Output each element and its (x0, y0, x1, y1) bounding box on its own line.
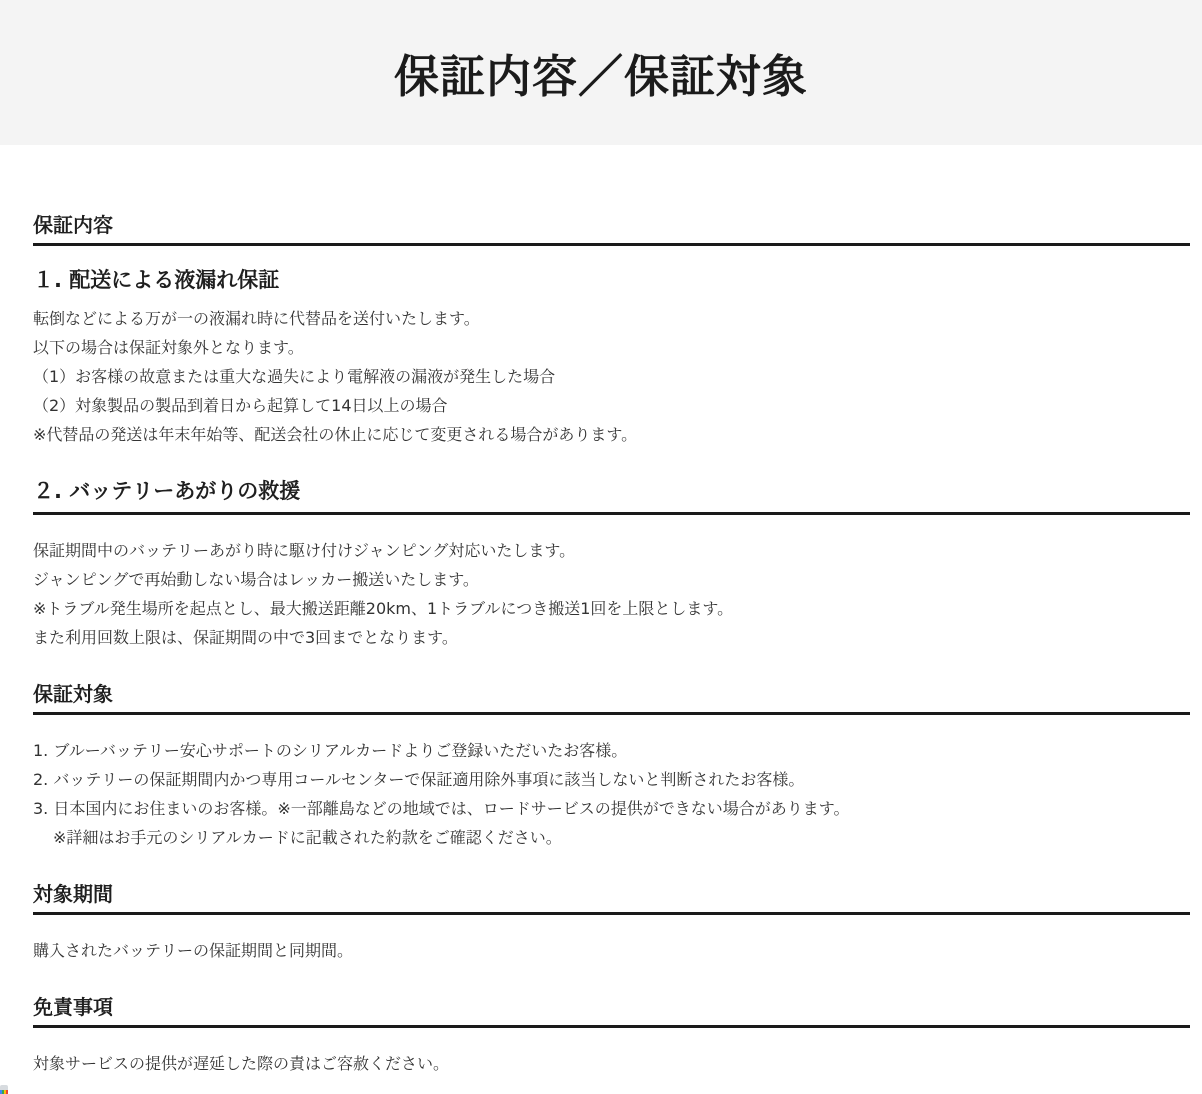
list-item: 1. ブルーバッテリー安心サポートのシリアルカードよりご登録いただいたお客様。 (33, 740, 628, 760)
section-heading-target-period: 対象期間 (33, 880, 1190, 915)
section-heading-warranty-target: 保証対象 (33, 680, 1190, 715)
body-line: （2）対象製品の製品到着日から起算して14日以上の場合 (33, 396, 448, 416)
body-line: 転倒などによる万が一の液漏れ時に代替品を送付いたします。 (33, 309, 480, 329)
body-line: ※代替品の発送は年末年始等、配送会社の休止に応じて変更される場合があります。 (33, 425, 638, 445)
body-line: （1）お客様の故意または重大な過失により電解液の漏液が発生した場合 (33, 367, 556, 387)
section-warranty-content (33, 211, 1190, 652)
jumpstart-rescue-body (33, 536, 1190, 652)
section-target-period (33, 880, 1190, 965)
body-line: 保証期間中のバッテリーあがり時に駆け付けジャンピング対応いたします。 (33, 540, 576, 560)
target-period-body (33, 936, 1190, 965)
body-line: また利用回数上限は、保証期間の中で3回までとなります。 (33, 627, 458, 647)
fragment-blob (0, 1085, 8, 1090)
main-content (0, 145, 1202, 1078)
section-heading-disclaimer: 免責事項 (33, 993, 1190, 1028)
fragment-color-red (6, 1090, 8, 1094)
body-line: ジャンピングで再始動しない場合はレッカー搬送いたします。 (33, 569, 479, 589)
leak-warranty-body (33, 304, 1190, 449)
disclaimer-body (33, 1049, 1190, 1078)
clipped-image-fragment (0, 1085, 10, 1094)
body-line: ※トラブル発生場所を起点とし、最大搬送距離20km、1トラブルにつき搬送1回を上限とします。 (33, 598, 734, 618)
section-disclaimer (33, 993, 1190, 1078)
list-item: 2. バッテリーの保証期間内かつ専用コールセンターで保証適用除外事項に該当しないと判断されたお客様。 (33, 769, 805, 789)
body-line: 以下の場合は保証対象外となります。 (33, 338, 304, 358)
section-warranty-target (33, 680, 1190, 852)
list-item: 3. 日本国内にお住まいのお客様。※一部離島などの地域では、ロードサービスの提供ができない場合があります。 (33, 798, 850, 818)
subsection-heading-jumpstart-rescue: ２. バッテリーあがりの救援 (33, 477, 1190, 514)
body-line: 購入されたバッテリーの保証期間と同期間。 (33, 940, 354, 960)
page-header (0, 0, 1202, 145)
subsection-heading-leak-warranty: １. 配送による液漏れ保証 (33, 268, 280, 292)
section-heading-warranty-content: 保証内容 (33, 211, 1190, 246)
list-item-note: ※詳細はお手元のシリアルカードに記載された約款をご確認ください。 (53, 827, 562, 847)
body-line: 対象サービスの提供が遅延した際の責はご容赦ください。 (33, 1053, 450, 1073)
page-title: 保証内容／保証対象 (393, 50, 808, 103)
fragment-color-row (0, 1090, 10, 1094)
warranty-target-body (33, 736, 1190, 852)
